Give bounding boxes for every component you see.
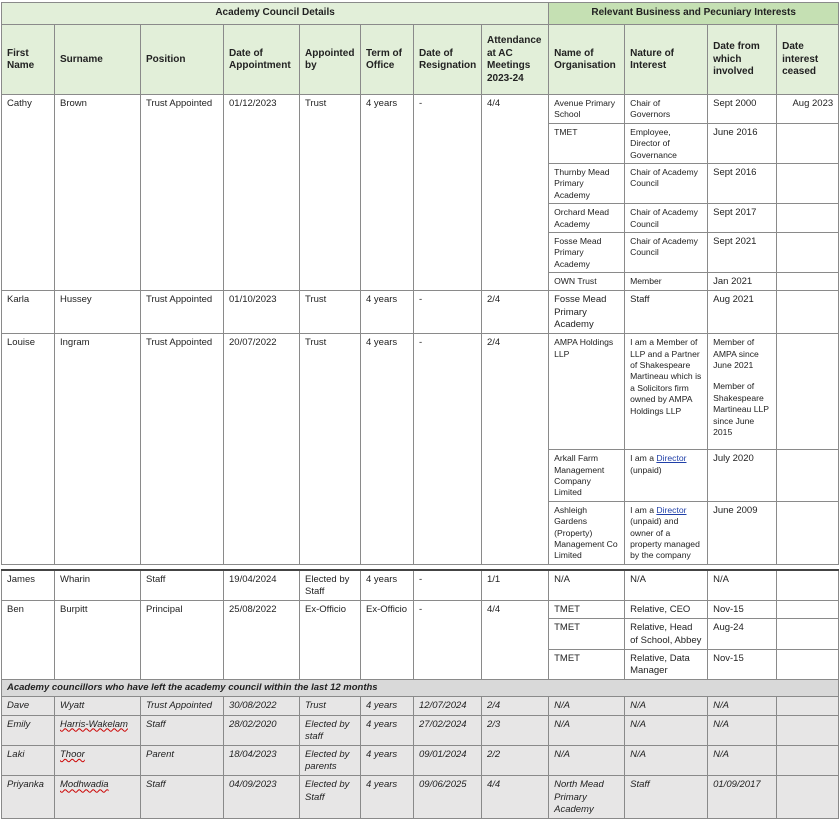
organisation: OWN Trust [549,273,625,291]
resignation: 09/01/2024 [414,745,482,775]
col-date-appointment: Date of Appointment [224,25,300,95]
appointed-by: Trust [300,334,361,565]
date-appointment: 25/08/2022 [224,601,300,680]
date-from: Aug 2021 [708,291,777,334]
date-from: Sept 2017 [708,204,777,233]
appointed-by: Elected by Staff [300,570,361,601]
date-ceased [777,697,839,715]
position: Trust Appointed [141,291,224,334]
term: 4 years [361,291,414,334]
date-appointment: 20/07/2022 [224,334,300,565]
first-name: Louise [2,334,55,565]
date-ceased [777,204,839,233]
left-section-header [2,680,839,697]
attendance: 4/4 [482,776,549,819]
nature: I am a Director (unpaid) and owner of a property managed by the company [625,501,708,564]
col-term: Term of Office [361,25,414,95]
term: 4 years [361,95,414,291]
surname: Burpitt [55,601,141,680]
date-appointment: 01/12/2023 [224,95,300,291]
attendance: 2/3 [482,715,549,745]
date-from: Jan 2021 [708,273,777,291]
col-surname: Surname [55,25,141,95]
resignation: - [414,601,482,680]
position: Staff [141,570,224,601]
nature: I am a Member of LLP and a Partner of Shakespeare Martineau which is a Solicitors firm owned by AMPA Holdings LLP [625,334,708,450]
appointed-by: Elected by parents [300,745,361,775]
organisation: Orchard Mead Academy [549,204,625,233]
first-name: Cathy [2,95,55,291]
date-appointment: 04/09/2023 [224,776,300,819]
nature: Member [625,273,708,291]
organisation: Fosse Mead Primary Academy [549,233,625,273]
organisation: Arkall Farm Management Company Limited [549,450,625,502]
col-date-ceased: Date interest ceased [777,25,839,95]
nature: N/A [625,745,708,775]
first-name: Laki [2,745,55,775]
attendance: 4/4 [482,95,549,291]
appointed-by: Elected by staff [300,715,361,745]
date-from: N/A [708,697,777,715]
surname: Brown [55,95,141,291]
resignation: 09/06/2025 [414,776,482,819]
position: Principal [141,601,224,680]
appointed-by: Trust [300,95,361,291]
governance-table [1,2,839,819]
date-from: July 2020 [708,450,777,502]
date-appointment: 19/04/2024 [224,570,300,601]
nature: Chair of Governors [625,95,708,124]
date-from: Sept 2016 [708,164,777,204]
attendance: 2/4 [482,291,549,334]
date-from-shakespeare: Member of Shakespeare Martineau LLP since June 2015 [713,381,769,437]
table-row [2,570,839,601]
date-ceased [777,123,839,163]
term: 4 years [361,570,414,601]
resignation: - [414,334,482,565]
date-appointment: 18/04/2023 [224,745,300,775]
table-row [2,601,839,619]
nature: Relative, CEO [625,601,708,619]
organisation: TMET [549,649,625,679]
surname: Hussey [55,291,141,334]
date-ceased [777,570,839,601]
date-ceased [777,334,839,450]
date-ceased [777,649,839,679]
col-appointed-by: Appointed by [300,25,361,95]
left-section-title: Academy councillors who have left the academy council within the last 12 months [2,680,839,697]
appointed-by: Elected by Staff [300,776,361,819]
date-from: N/A [708,715,777,745]
organisation: N/A [549,715,625,745]
date-ceased [777,273,839,291]
nature: Staff [625,776,708,819]
organisation: TMET [549,601,625,619]
surname: Modhwadia [55,776,141,819]
nature: N/A [625,570,708,601]
organisation: TMET [549,123,625,163]
position: Staff [141,776,224,819]
organisation: AMPA Holdings LLP [549,334,625,450]
appointed-by: Ex-Officio [300,601,361,680]
position: Parent [141,745,224,775]
organisation: Ashleigh Gardens (Property) Management Co Limited [549,501,625,564]
nature: Relative, Head of School, Abbey [625,619,708,649]
organisation: TMET [549,619,625,649]
surname: Wharin [55,570,141,601]
date-from: Sept 2000 [708,95,777,124]
first-name: Dave [2,697,55,715]
date-ceased [777,745,839,775]
table-row [2,776,839,819]
date-ceased [777,619,839,649]
date-from: N/A [708,570,777,601]
table-row [2,95,839,124]
attendance: 4/4 [482,601,549,680]
date-from: 01/09/2017 [708,776,777,819]
resignation: 27/02/2024 [414,715,482,745]
resignation: - [414,570,482,601]
table-row [2,334,839,450]
council-details-header: Academy Council Details [2,3,549,25]
nature: Chair of Academy Council [625,233,708,273]
date-from-ampa: Member of AMPA since June 2021 [713,337,759,370]
nature: N/A [625,697,708,715]
date-ceased [777,164,839,204]
surname: Harris-Wakelam [55,715,141,745]
nature: Employee, Director of Governance [625,123,708,163]
date-from: Nov-15 [708,601,777,619]
date-from: June 2009 [708,501,777,564]
date-appointment: 30/08/2022 [224,697,300,715]
date-appointment: 01/10/2023 [224,291,300,334]
surname: Ingram [55,334,141,565]
appointed-by: Trust [300,291,361,334]
organisation: Thurnby Mead Primary Academy [549,164,625,204]
nature: N/A [625,715,708,745]
col-nature: Nature of Interest [625,25,708,95]
attendance: 1/1 [482,570,549,601]
organisation: N/A [549,570,625,601]
table-row [2,697,839,715]
date-ceased [777,776,839,819]
table-row [2,291,839,334]
surname: Wyatt [55,697,141,715]
nature: Relative, Data Manager [625,649,708,679]
col-resignation: Date of Resignation [414,25,482,95]
resignation: - [414,291,482,334]
date-ceased: Aug 2023 [777,95,839,124]
date-ceased [777,291,839,334]
term: 4 years [361,715,414,745]
position: Trust Appointed [141,95,224,291]
attendance: 2/4 [482,697,549,715]
date-ceased [777,501,839,564]
first-name: Priyanka [2,776,55,819]
date-from [708,334,777,450]
date-ceased [777,715,839,745]
term: 4 years [361,697,414,715]
organisation: Avenue Primary School [549,95,625,124]
organisation: Fosse Mead Primary Academy [549,291,625,334]
date-ceased [777,233,839,273]
director-link[interactable]: Director [656,453,687,464]
date-ceased [777,450,839,502]
first-name: Ben [2,601,55,680]
nature: Chair of Academy Council [625,204,708,233]
term: 4 years [361,745,414,775]
nature: Chair of Academy Council [625,164,708,204]
date-from: Aug-24 [708,619,777,649]
first-name: James [2,570,55,601]
first-name: Emily [2,715,55,745]
col-position: Position [141,25,224,95]
appointed-by: Trust [300,697,361,715]
term: 4 years [361,334,414,565]
col-attendance: Attendance at AC Meetings 2023-24 [482,25,549,95]
nature: Staff [625,291,708,334]
table-row [2,715,839,745]
date-from: Sept 2021 [708,233,777,273]
date-from: N/A [708,745,777,775]
resignation: - [414,95,482,291]
organisation: North Mead Primary Academy [549,776,625,819]
organisation: N/A [549,745,625,775]
nature: I am a Director (unpaid) [625,450,708,502]
position: Staff [141,715,224,745]
col-organisation: Name of Organisation [549,25,625,95]
date-from: Nov-15 [708,649,777,679]
first-name: Karla [2,291,55,334]
surname: Thoor [55,745,141,775]
date-ceased [777,601,839,619]
position: Trust Appointed [141,334,224,565]
resignation: 12/07/2024 [414,697,482,715]
organisation: N/A [549,697,625,715]
position: Trust Appointed [141,697,224,715]
director-link[interactable]: Director [656,504,687,515]
col-first-name: First Name [2,25,55,95]
term: Ex-Officio [361,601,414,680]
date-from: June 2016 [708,123,777,163]
interests-header: Relevant Business and Pecuniary Interests [549,3,839,25]
col-date-from: Date from which involved [708,25,777,95]
term: 4 years [361,776,414,819]
date-appointment: 28/02/2020 [224,715,300,745]
table-row [2,745,839,775]
attendance: 2/4 [482,334,549,565]
attendance: 2/2 [482,745,549,775]
